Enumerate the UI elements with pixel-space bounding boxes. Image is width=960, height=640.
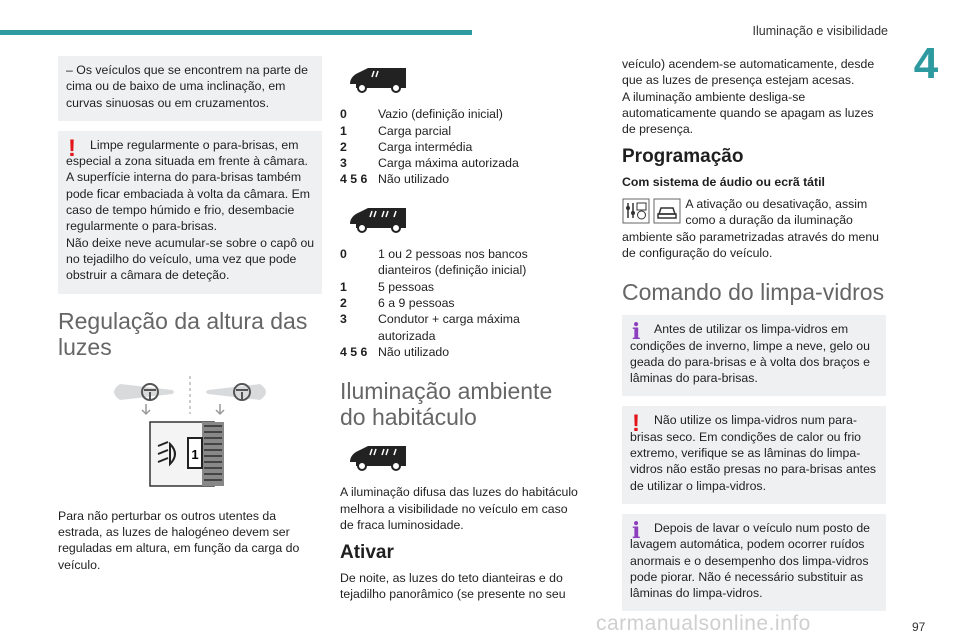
continued-paragraph: veículo) acendem-se automaticamente, desde que as luzes de presença estejam acesas. (622, 57, 875, 88)
list-item: 3 Carga máxima autorizada (340, 156, 519, 171)
column-3 (622, 56, 886, 621)
list-item: 4 5 6 Não utilizado (340, 344, 450, 359)
heading-wipers: Comando do limpa-vidros (622, 279, 885, 306)
list-item: 1 Carga parcial (340, 123, 452, 138)
intro-text: – Os veículos que se encontrem na parte de cima ou de baixo de uma inclinação, em curvas sinuosas ou em cruzamentos. (66, 63, 308, 110)
activate-paragraph: De noite, as luzes do teto dianteiras e do tejadilho panorâmico (se presente no seu (340, 570, 566, 601)
warning-line-3: Não deixe neve acumular-se sobre o capô ou no tejadilho do veículo, uma vez que pode obstruir a câmara de deteção. (66, 235, 315, 283)
light-height-paragraph: Para não perturbar os outros utentes da estrada, as luzes de halogéneo devem ser reguladas em altura, em função da carga do veículo. (58, 508, 300, 572)
programming-block (622, 196, 886, 261)
list-item: 2 Carga intermédia (340, 139, 473, 154)
heading-activate: Ativar (340, 542, 394, 564)
camera-warning-box (58, 131, 322, 294)
heading-programming: Programação (622, 146, 744, 168)
settings-menu-icon (622, 198, 650, 224)
heading-light-height: Regulação da altura das luzes (58, 307, 308, 360)
warning-exclamation-icon: ! (68, 134, 76, 162)
ambient-paragraph: A iluminação difusa das luzes do habitáculo melhora a visibilidade no veículo em caso de fraca luminosidade. (340, 485, 578, 533)
headlamp-adjust-illustration (90, 370, 290, 490)
load-list (340, 106, 580, 187)
heading-ambient-lighting: Iluminação ambiente do habitáculo (340, 378, 553, 431)
list-item: 0 1 ou 2 pessoas nos bancos dianteiros (definição inicial) (340, 247, 528, 278)
intro-box (58, 56, 322, 121)
headlamp-figure (58, 370, 322, 494)
warning-line-2: A superfície interna do para-brisas também pode ficar embaciada à volta da câmara. Em caso de tempo húmido e frio, desembacie regularmente o para-brisas. (66, 170, 311, 234)
list-item: 0 Vazio (definição inicial) (340, 107, 503, 122)
subheading-audio-system: Com sistema de áudio ou ecrã tátil (622, 174, 825, 189)
column-1 (58, 56, 322, 581)
wiper-info-text-2: Depois de lavar o veículo num posto de lavagem automática, podem ocorrer ruídos anormais e o desempenho dos limpa-vidros pode piorar. Não é necessário substituir as lâminas do limpa-vidros. (630, 520, 871, 601)
wiper-warning-text: Não utilize os limpa-vidros num para-brisas seco. Em condições de calor ou frio extremo, verifique se as lâminas do limpa-vidros não estão presas no para-brisas antes de utilizar o limpa-vidros. (630, 413, 877, 493)
header-accent-bar (0, 30, 472, 35)
column-2 (340, 56, 580, 610)
programming-paragraph: A ativação ou desativação, assim como a duração da iluminação ambiente são parametrizadas através do menu de configuração do veículo. (622, 197, 880, 260)
info-icon: i (632, 517, 641, 544)
car-settings-icon (653, 198, 681, 224)
programming-icons (622, 198, 681, 224)
list-item: 1 5 pessoas (340, 279, 435, 294)
page-number: 97 (912, 620, 926, 634)
ambient-off-paragraph: A iluminação ambiente desliga-se automaticamente quando se apagam as luzes de presença. (622, 89, 874, 137)
van-icon (346, 62, 580, 98)
chapter-number: 4 (913, 39, 939, 88)
list-item: 2 6 a 9 pessoas (340, 295, 455, 310)
warning-exclamation-icon: ! (632, 410, 640, 438)
list-item: 4 5 6 Não utilizado (340, 172, 450, 187)
van-multi-seat-icon (346, 440, 580, 476)
info-icon: i (632, 319, 641, 346)
headlight-beam-icon (206, 384, 266, 414)
passenger-list (340, 246, 580, 360)
wiper-info-text-1: Antes de utilizar os limpa-vidros em condições de inverno, limpe a neve, gelo ou geada do para-brisas e à volta dos braços e lâminas do para-brisas. (630, 322, 870, 386)
warning-line-1: Limpe regularmente o para-brisas, em especial a zona situada em frente à câmara. (66, 137, 308, 169)
figure-value: 1 (191, 446, 199, 462)
headlight-beam-icon (114, 384, 174, 414)
wiper-info-box-1 (622, 315, 886, 396)
headlamp-adjust-icon (150, 422, 224, 486)
list-item: 3 Condutor + carga máxima autorizada (340, 312, 520, 343)
section-title: Iluminação e visibilidade (752, 24, 888, 38)
van-multi-seat-icon (346, 202, 580, 238)
wiper-warning-box (622, 406, 886, 503)
watermark: carmanualsonline.info (596, 612, 811, 635)
wiper-info-box-2 (622, 514, 886, 611)
